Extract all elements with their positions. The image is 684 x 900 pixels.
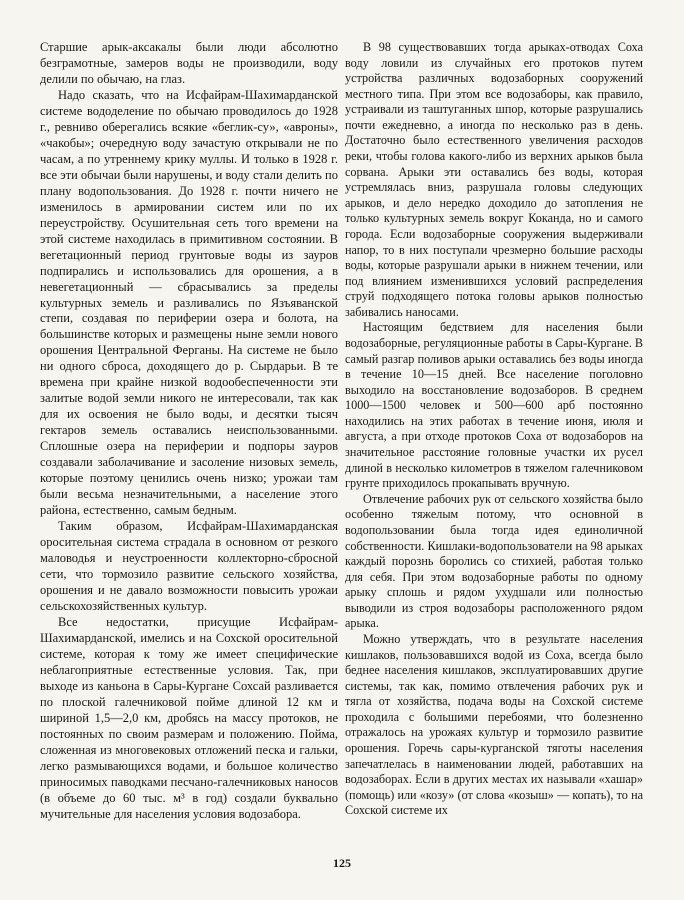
paragraph: В 98 существовавших тогда арыках-отводах Соха воду ловили из случайных его протоков путем устройства различных водозаборных сооружений местного типа. При этом все водозаборы, как правило, устраивали из таштуганных шпор, которые разрушались почти ежедневно, а иногда по несколько раз в день. Достаточно было естественного увеличения расходов реки, чтобы голова какого-либо из верхних арыков была сорвана. Арыки эти оставались без воды, которая устремлялась вниз, разрушала головы следующих арыков, и дело нередко доходило до затопления не только культурных земель вокруг Коканда, но и самого города. Если водозаборные сооружения выдерживали напор, то в них поступали чрезмерно большие расходы воды, которые разрушали арыки в нижнем течении, или под влиянием изменившихся условий распределения струй подходящего потока головы арыков полностью забивались наносами. — [345, 40, 643, 319]
page-number: 125 — [333, 856, 351, 870]
paragraph: Настоящим бедствием для населения были водозаборные, регуляционные работы в Сары-Кургане. В самый разгар поливов арыки оставались без воды иногда в течение 10—15 дней. Все население поголовно выходило на восстановление водозаборов. В среднем 1000—1500 человек и 500—600 арб постоянно находились на этих работах в течение июня, июля и августа, а при отходе протоков Соха от водозаборов на значительное расстояние головные участки их русел длиной в несколько километров в тяжелом галечниковом грунте приходилось прокапывать вручную. — [345, 320, 643, 491]
right-column — [345, 40, 643, 819]
paragraph: Таким образом, Исфайрам-Шахимарданская оросительная система страдала в основном от резкого маловодья и неустроенности коллекторно-сбросной сети, что тормозило развитие сельского хозяйства, орошения и не давало возможности повысить урожаи сельскохозяйственных культур. — [40, 519, 338, 613]
paragraph: Можно утверждать, что в результате населения кишлаков, пользовавшихся водой из Соха, всегда было беднее населения кишлаков, эксплуатировавших другие системы, так как, помимо отвлечения рабочих рук и тягла от хозяйства, подача воды на Сохской системе проходила с большими перебоями, что болезненно отражалось на урожаях культур и тормозило развитие орошения. Горечь сары-курганской тяготы населения запечатлелась в наименовании людей, работавших на водозаборах. Если в других местах их называли «хашар» (помощь) или «козу» (от слова «козыш» — копать), то на Сохской системе их — [345, 631, 643, 818]
paragraph: Старшие арык-аксакалы были люди абсолютно безграмотные, замеров воды не производили, воду делили по обычаю, на глаз. — [40, 40, 338, 86]
paragraph: Отвлечение рабочих рук от сельского хозяйства было особенно тяжелым потому, что основной в водопользовании была тогда идея единоличной собственности. Кишлаки-водопользователи на 98 арыках каждый порознь боролись со стихией, работая только для себя. При этом водозаборные работы по одному арыку сплошь и рядом ухудшали или полностью выводили из строя водозаборы расположенного рядом арыка. — [345, 491, 643, 631]
left-column — [40, 40, 338, 822]
paragraph: Надо сказать, что на Исфайрам-Шахимарданской системе вододеление по обычаю проводилось до 1928 г., ревниво оберегались всякие «беглик-су», «авроны», «чакобы»; очередную воду зачастую открывали не по часам, а по утреннему крику муллы. И только в 1928 г. все эти обычаи были нарушены, и воду стали делить по плану водопользования. До 1928 г. почти ничего не изменилось в армировании систем или по их переустройству. Осушительная сеть того времени на этой системе находилась в примитивном состоянии. В вегетационный период грунтовые воды из зауров подпирались и использовались для орошения, а в невегетационный — сбрасывались за пределы культурных земель и разливались по Язъяванской степи, создавая по периферии озера и болота, на большинстве которых и размещены ныне земли нового орошения Центральной Ферганы. На системе не было ни одного сброса, доходящего до р. Сырдарьи. В те времена при крайне низкой водообеспеченности эти залитые водой земли никого не интересовали, так как для их освоения не было воды, и десятки тысяч гектаров земель оставались неиспользованными. Сплошные озера на периферии и подпоры зауров создавали заболачивание и засоление низовых земель, которые поэтому ценились очень низко; урожаи там были весьма незначительными, а население этого района, естественно, самым бедным. — [40, 87, 338, 518]
paragraph: Все недостатки, присущие Исфайрам-Шахимарданской, имелись и на Сохской оросительной системе, которая к тому же имеет специфические неблагоприятные естественные условия. Так, при выходе из каньона в Сары-Кургане Сохсай разливается по плоской галечниковой пойме длиной 12 км и шириной 1,5—2,0 км, дробясь на массу протоков, не постоянных по своим размерам и положению. Пойма, сложенная из многовековых отложений песка и гальки, легко размывающихся водами, и большое количество приносимых паводками песчано-галечниковых наносов (в объеме до 60 тыс. м³ в год) создали буквально мучительные для населения условия водозабора. — [40, 614, 338, 821]
